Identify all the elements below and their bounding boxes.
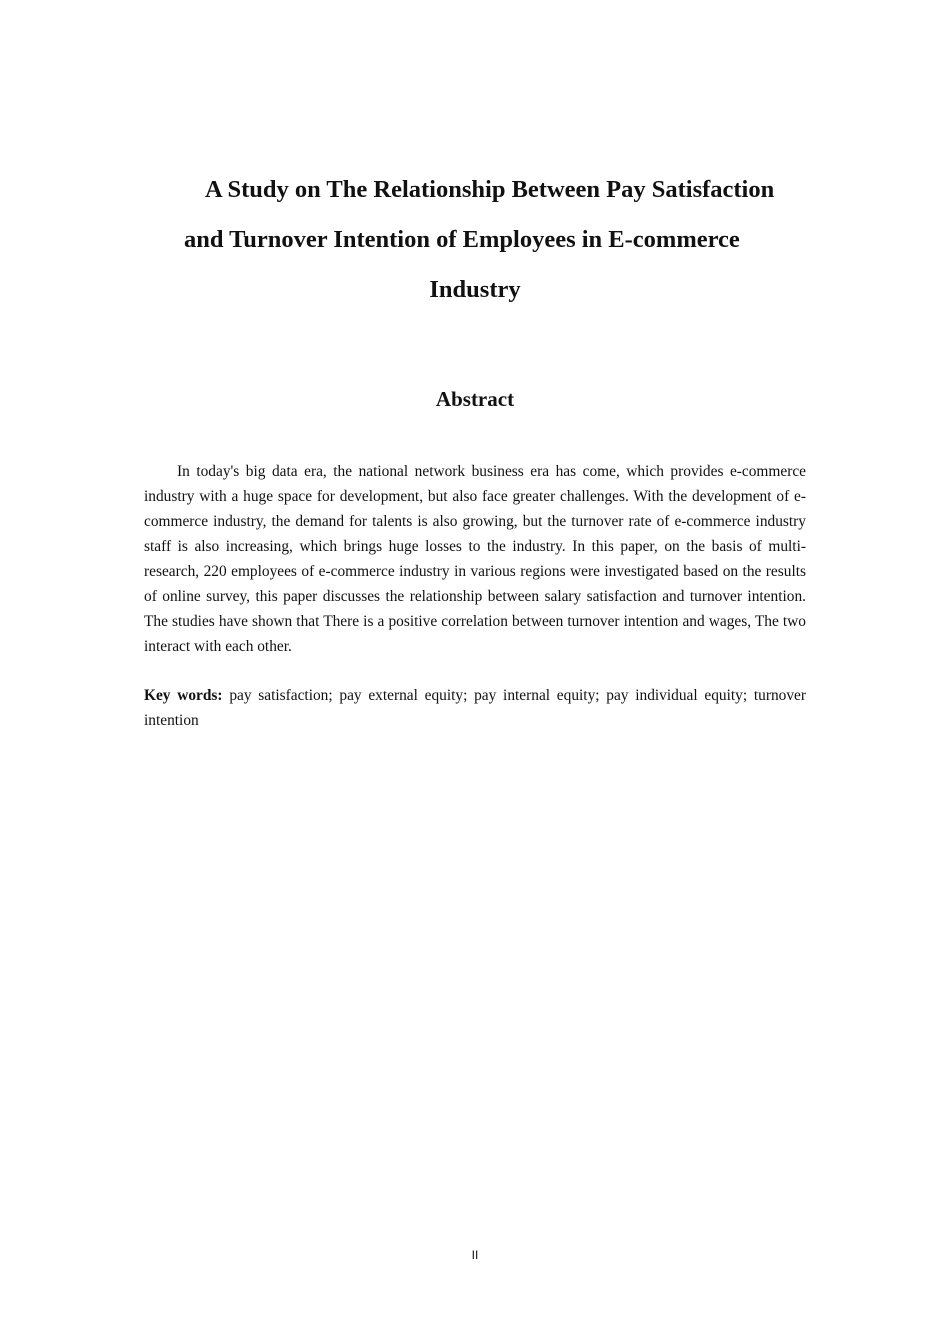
abstract-body: In today's big data era, the national network business era has come, which provides e-commerce industry with a huge space for development, but also face greater challenges. With the development of e-commerce industry, the demand for talents is also growing, but the turnover rate of e-commerce industry staff is also increasing, which brings huge losses to the industry. In this paper, on the basis of multi-research, 220 employees of e-commerce industry in various regions were investigated based on the results of online survey, this paper discusses the relationship between salary satisfaction and turnover intention. The studies have shown that There is a positive correlation between turnover intention and wages, The two interact with each other.	[144, 463, 806, 655]
page-number: II	[471, 1248, 479, 1262]
title-line-2: and Turnover Intention of Employees in E-commerce	[184, 226, 740, 253]
abstract-heading: Abstract	[435, 387, 515, 411]
keywords-paragraph	[144, 683, 806, 733]
keywords-label: Key words:	[144, 687, 223, 704]
keywords-text: pay satisfaction; pay external equity; pay internal equity; pay individual equity; turnover intention	[144, 687, 807, 729]
title-line-3: Industry	[429, 276, 521, 303]
title-line-1: A Study on The Relationship Between Pay Satisfaction	[205, 176, 775, 203]
paper-title	[144, 165, 806, 315]
